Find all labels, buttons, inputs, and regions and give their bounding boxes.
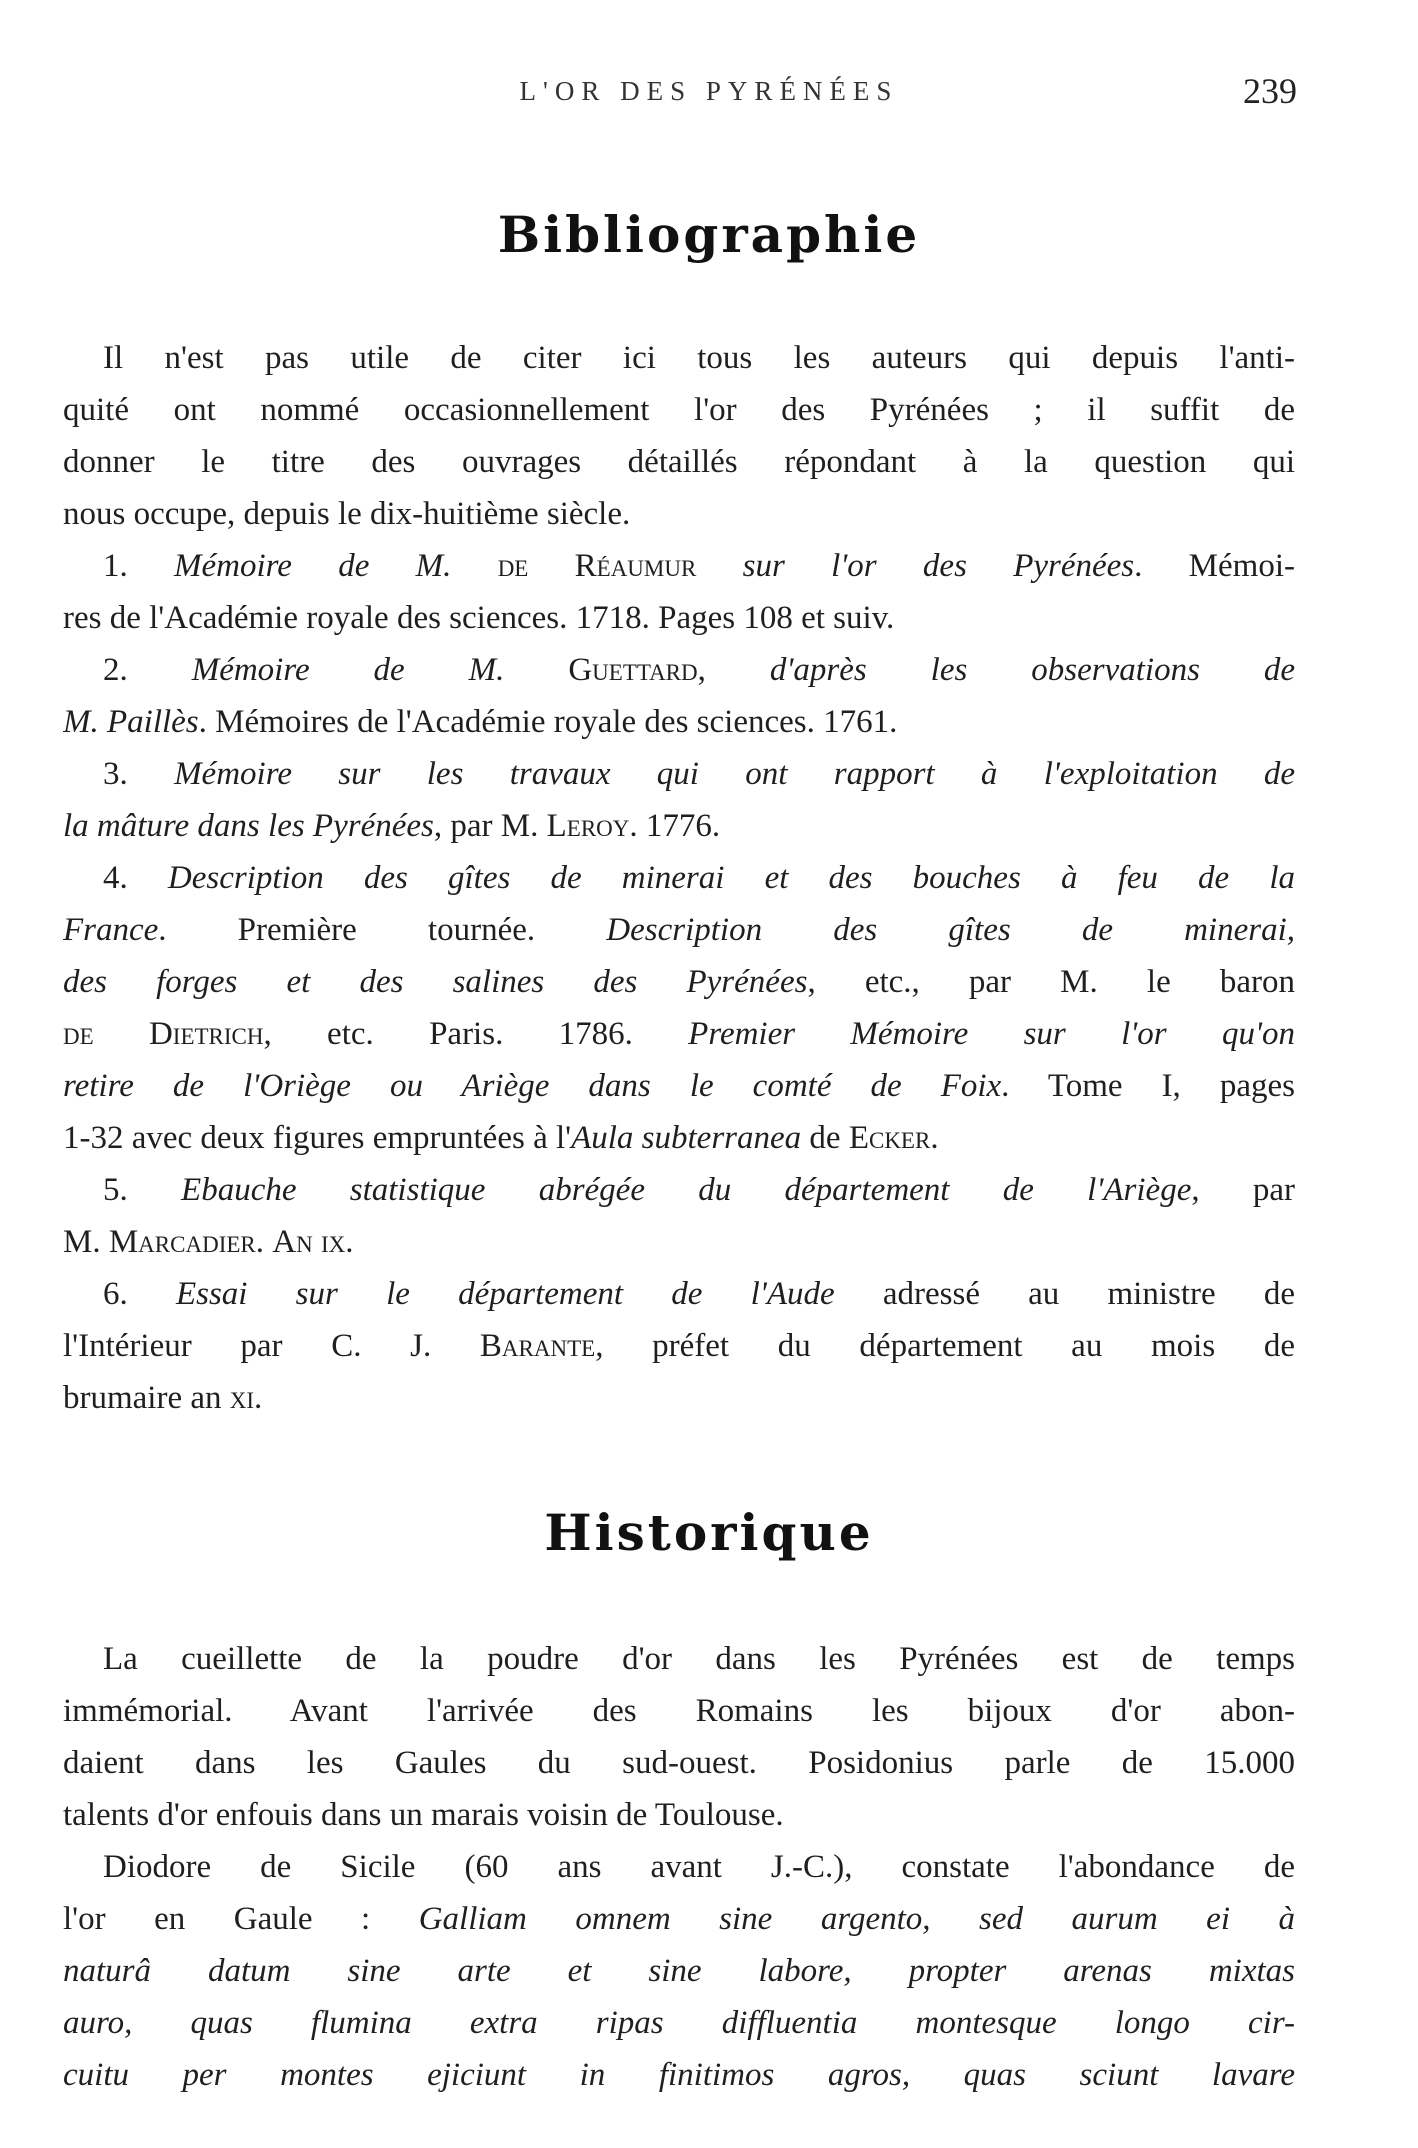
author-name: de Réaumur [497,548,743,584]
author-name: Marcadier [108,1224,256,1260]
entry-number: 2. [103,652,192,688]
entry-text: de [801,1120,849,1156]
entry-text: . [255,1224,273,1260]
intro-line: donner le titre des ouvrages détaillés répondant à la question qui [63,444,1295,480]
entry-text: . [345,1224,354,1260]
bib-entry-5-line [63,1164,1295,1216]
latin-quote-line: cuitu per montes ejiciunt in finitimos agros, quas sciunt lavare [63,2057,1295,2093]
bib-entry-4-line [63,904,1295,956]
bib-entry-6-line [63,1320,1295,1372]
latin-quote-line: naturâ datum sine arte et sine labore, propter arenas mixtas [63,1953,1295,1989]
entry-text: res de l'Académie royale des sciences. 1718. Pages 108 et suiv. [63,600,895,636]
entry-number: 5. [103,1172,182,1208]
entry-number: 4. [103,860,168,896]
page-number: 239 [1243,71,1297,111]
bibliography-heading: Bibliographie [497,205,921,264]
entry-text: 1-32 avec deux figures empruntées à l' [63,1120,572,1156]
entry-number: 3. [103,756,175,792]
entry-text: . [254,1380,263,1416]
bib-entry-4-line [63,852,1295,904]
entry-text: , préfet du département au mois de [595,1328,1295,1364]
entry-text: , par M. [433,808,547,844]
entry-text: . Première tournée. [158,912,607,948]
author-name: Ecker [848,1120,931,1156]
paragraph-line: daient dans les Gaules du sud-ouest. Posidonius parle de 15.000 [63,1745,1295,1781]
entry-title: des forges et des salines des Pyrénées [63,964,808,1000]
bib-entry-4-line [63,1060,1295,1112]
entry-title: sur l'or des Pyrénées [742,548,1135,584]
entry-title: Aula subterranea [571,1120,802,1156]
bib-entry-4-line [63,1008,1295,1060]
entry-number: 6. [103,1276,176,1312]
entry-text: , par [1191,1172,1295,1208]
bib-entry-6-line [63,1372,1295,1424]
intro-line: quité ont nommé occasionnellement l'or des Pyrénées ; il suffit de [63,392,1295,428]
paragraph-line: La cueillette de la poudre d'or dans les Pyrénées est de temps [103,1641,1295,1677]
bib-entry-3-line [63,800,1295,852]
author-name: Barante [479,1328,596,1364]
entry-text: brumaire an [63,1380,230,1416]
entry-number: 1. [103,548,175,584]
bib-entry-6-line [63,1268,1295,1320]
entry-text: l'Intérieur par C. J. [63,1328,480,1364]
entry-text: , [697,652,770,688]
paragraph-line: talents d'or enfouis dans un marais voisin de Toulouse. [63,1797,784,1833]
entry-title: Premier Mémoire sur l'or qu'on [688,1016,1295,1052]
entry-text: M. [63,1224,109,1260]
entry-title: Mémoire sur les travaux qui ont rapport à l'exploitation de [174,756,1295,792]
bib-entry-1-line [63,540,1295,592]
bib-entry-2-line [63,644,1295,696]
historique-body [63,1633,1295,2101]
paragraph-text: l'or en Gaule : [63,1901,419,1937]
entry-text: . Mémoires de l'Académie royale des sciences. 1761. [198,704,898,740]
entry-text: . Mémoi- [1134,548,1295,584]
entry-title: France [63,912,159,948]
entry-title: retire de l'Oriège ou Ariège dans le comté de Foix [63,1068,1002,1104]
entry-text: . Tome I, pages [1001,1068,1295,1104]
entry-title: Description des gîtes de minerai, [606,912,1295,948]
paragraph-line: Diodore de Sicile (60 ans avant J.-C.), constate l'abondance de [103,1849,1295,1885]
entry-title: Description des gîtes de minerai et des bouches à feu de la [167,860,1295,896]
bib-entry-5-line [63,1216,1295,1268]
entry-text: adressé au ministre de [834,1276,1295,1312]
entry-title: M. Paillès [63,704,199,740]
latin-quote-line: auro, quas flumina extra ripas diffluentia montesque longo cir- [63,2005,1295,2041]
bib-entry-3-line [63,748,1295,800]
paragraph-line: immémorial. Avant l'arrivée des Romains les bijoux d'or abon- [63,1693,1295,1729]
bib-entry-2-line [63,696,1295,748]
entry-title: Essai sur le département de l'Aude [175,1276,835,1312]
entry-text: , etc., par M. le baron [807,964,1295,1000]
entry-title: Mémoire de M. [191,652,569,688]
historique-heading: Historique [544,1503,874,1562]
latin-quote: Galliam omnem sine argento, sed aurum ei à [418,1901,1295,1937]
intro-line: nous occupe, depuis le dix-huitième siècle. [63,496,631,532]
intro-line: Il n'est pas utile de citer ici tous les auteurs qui depuis l'anti- [103,340,1295,376]
bib-entry-4-line [63,1112,1295,1164]
author-name: Guettard [568,652,698,688]
author-name: de Dietrich [63,1016,264,1052]
entry-title: la mâture dans les Pyrénées [63,808,434,844]
bib-entry-1-line [63,592,1295,644]
entry-text: . 1776. [629,808,721,844]
date-text: xi [229,1380,255,1416]
running-header [0,70,1418,114]
entry-text: . [930,1120,939,1156]
paragraph-line [63,1893,1295,1945]
author-name: Leroy [546,808,630,844]
entry-title: Ebauche statistique abrégée du département de l'Ariège [181,1172,1192,1208]
running-title: L'OR DES PYRÉNÉES [519,76,899,106]
entry-title: Mémoire de M. [174,548,498,584]
bib-entry-4-line [63,956,1295,1008]
entry-text: , etc. Paris. 1786. [263,1016,689,1052]
bibliography-body [63,332,1295,1424]
entry-title: d'après les observations de [769,652,1295,688]
date-text: An ix [272,1224,346,1260]
